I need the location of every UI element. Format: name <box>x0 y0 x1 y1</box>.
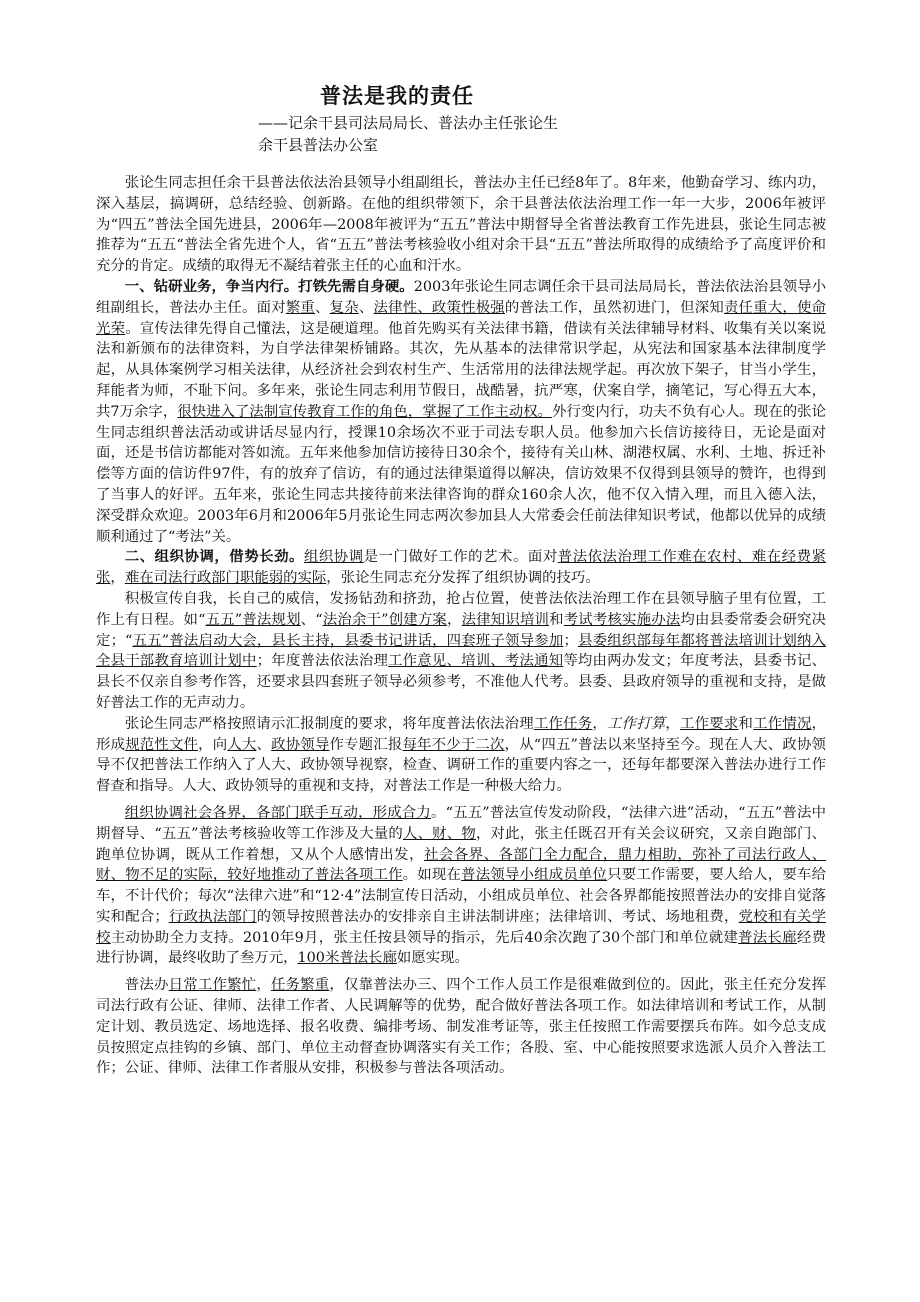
paragraph <box>96 975 826 1079</box>
text-run: ，向 <box>198 736 228 753</box>
underlined-text: 难在司法行政部门职能弱的实际 <box>124 570 327 587</box>
text-run: ，张论生同志充分发挥了组织协调的技巧。 <box>326 570 600 587</box>
text-run: ， <box>447 611 462 628</box>
underlined-text: 五五”普法规划 <box>205 611 301 628</box>
underlined-text: 考试考核实施办法 <box>563 611 681 628</box>
text-run: 。如现在 <box>402 867 462 884</box>
underlined-text: 社会各界、各部门全力配合，鼎力相助，弥补了司法行政人、财、物不足的实际，较好地推动了普法各项工作 <box>96 846 826 884</box>
underlined-text: 法治余干”创建方案 <box>322 611 448 628</box>
paragraph <box>96 173 826 277</box>
text-run: 。宣传法律先得自己懂法，这是硬道理。他首先购买有关法律书籍，借读有关法律辅导材料、收集有关以案说法和新颁布的法律资料，为自学法律架桥铺路。其次，先从基本的法律常识学起，从宪法和国家基本法律制度学起，从具体案例学习相关法律，从经济社会到农村生产、生活常用的法律法规学起。再次放下架子，甘当小学生，拜能者为师，不耻下问。多年来，张论生同志利用节假日，战酷暑，抗严寒，伏案自学，摘笔记，写心得五大本，共7万余字， <box>96 320 826 420</box>
text-run: ； <box>563 632 578 649</box>
text-run: 的领导按照普法办的安排亲自主讲法制讲座；法律培训、考试、场地租费， <box>256 908 739 925</box>
text-run: ， <box>592 715 607 732</box>
paragraph <box>96 277 826 547</box>
underlined-text: 规范性文件 <box>125 736 199 753</box>
underlined-text: 人大 <box>227 736 257 753</box>
section-heading: 一、钻研业务，争当内行。打铁先需自身硬。 <box>124 278 414 295</box>
underlined-text: 工作要求 <box>680 715 739 732</box>
text-run: ， <box>110 570 125 587</box>
text-run: ， <box>256 977 271 994</box>
underlined-text: 繁重 <box>285 299 316 316</box>
text-run: 均由县委常委会研究决定；“ <box>96 611 827 649</box>
paragraph <box>96 803 826 969</box>
text-run: 积极宣传自我，长自己的威信，发扬钻劲和挤劲，抢占位置，使普法依法治理工作在县领导脑子里有位置，工作上有日程。如“ <box>96 590 826 628</box>
underlined-text: 普法依法治理工作难在农村、难在经费紧张 <box>96 549 826 587</box>
document-body <box>96 173 826 1079</box>
text-run: ，形成 <box>96 715 826 753</box>
underlined-text: 责任重大，使命光荣 <box>96 299 826 337</box>
text-run: 普法办 <box>124 977 169 994</box>
text-run: ，对此，张主任既召开有关会议研究，又亲自跑部门、跑单位协调，既从工作着想，又从个人感情出发， <box>96 825 826 863</box>
underlined-text: 五五”普法启动大会，县长主持，县委书记讲话，四套班子领导参加 <box>132 632 564 649</box>
text-run: 的普法工作，虽然初进门，但深知 <box>504 299 724 316</box>
text-run: 经费进行协调，最终收助了叁万元， <box>96 929 826 967</box>
text-run: 张论生同志严格按照请示汇报制度的要求，将年度普法依法治理 <box>124 715 534 732</box>
underlined-text: 行政执法部门 <box>168 908 257 925</box>
underlined-text: 法律性、政策性极强 <box>373 299 505 316</box>
text-run: 是一门做好工作的艺术。面对 <box>363 549 558 566</box>
underlined-text: 组织协调社会各界，各部门联手互动，形成合力 <box>124 804 431 821</box>
document-subtitle: ——记余干县司法局局长、普法办主任张论生 <box>258 114 559 132</box>
text-run: 外行变内行，功夫不负有心人。现在的张论生同志组织普法活动或讲话尽显内行，授课10余场次不亚于司法专职人员。他参加六长信访接待日，无论是面对面，还是书信访都能对答如流。五年来他参加信访接待日30余个，接待有关山林、湖港权属、水利、土地、拆迁补偿等方面的信访件97件，有的放弃了信访，有的通过法律渠道得以解决，信访效果不仅得到县领导的赞许，也得到了当事人的好评。五年来，张论生同志共接待前来法律咨询的群众160余人次，他不仅入情入理，而且入德入法，深受群众欢迎。2003年6月和2006年5月张论生同志两次参加县人大常委会任前法律知识考试，他都以优异的成绩顺利通过了“考法”关。 <box>96 403 826 545</box>
paragraph <box>96 589 826 714</box>
text-run: 张论生同志担任余干县普法依法治县领导小组副组长，普法办主任已经8年了。8年来，他勤奋学习、练内功，深入基层，搞调研，总结经验、创新路。在他的组织带领下，余干县普法依法治理工作一年一大步，2006年被评为“四五”普法全国先进县，2006年—2008年被评为“五五”普法中期督导全省普法教育工作先进县，张论生同志被推荐为“五五“普法全省先进个人，省“五五”普法考核验收小组对余干县“五五”普法所取得的成绩给予了高度评价和充分的肯定。成绩的取得无不凝结着张主任的心血和汗水。 <box>96 175 826 275</box>
underlined-text: 很快进入了法制宣传教育工作的角色，掌握了工作主动权。 <box>177 403 553 420</box>
underlined-text: 100米普法长廊 <box>297 950 397 967</box>
text-run: ，仅靠普法办三、四个工作人员工作是很难做到位的。因此，张主任充分发挥司法行政有公证、律师、法律工作者、人民调解等的优势，配合做好普法各项工作。如法律培训和考试工作，从制定计划、教员选定、场地选择、报名收费、编排考场、制发准考证等，张主任按照工作需要摆兵布阵。如今总支成员按照定点挂钩的乡镇、部门、单位主动督查协调落实有关工作；各股、室、中心能按照要求选派人员介入普法工作；公证、律师、法律工作者服从安排，积极参与普法各项活动。 <box>96 977 826 1077</box>
text-run: 2003年张论生同志调任余干县司法局局长，普法依法治县领导小组副组长，普法办主任。面对 <box>96 278 826 316</box>
underlined-text: 法律知识培训 <box>461 611 550 628</box>
underlined-text: 任务繁重 <box>270 977 330 994</box>
text-run: 。“五五”普法宣传发动阶段，“法律六进”活动，“五五”普法中期督导、“五五”普法考核验收等工作涉及大量的 <box>96 804 826 842</box>
underlined-text: 政协领导 <box>271 736 330 753</box>
text-run: 如愿实现。 <box>396 950 469 967</box>
text-run: 、 <box>256 736 272 753</box>
underlined-text: 普法长廊 <box>738 929 797 946</box>
underlined-text: 党校和有关学校 <box>96 908 826 946</box>
underlined-text: 工作任务 <box>533 715 593 732</box>
document-organization: 余干县普法办公室 <box>258 136 379 154</box>
paragraph <box>96 714 826 797</box>
underlined-text: 人、财、物 <box>402 825 476 842</box>
text-run: 和 <box>738 715 754 732</box>
text-run: 等均由两办发文；年度考法，县委书记、县长不仅亲自参考作答，还要求县四套班子领导必须参考，不准他人代考。县委、县政府领导的重视和支持，是做好普法工作的无声动力。 <box>96 653 826 711</box>
underlined-text: 复杂 <box>329 299 359 316</box>
text-run: ；年度普法依法治理 <box>256 653 389 670</box>
underlined-text: 县委组织部每年都将普法培训计划纳入全县干部教育培训计划中 <box>96 632 827 670</box>
text-run: 和 <box>549 611 564 628</box>
text-run: 、“ <box>300 611 323 628</box>
text-run: 、 <box>315 299 330 316</box>
text-run: 作专题汇报 <box>329 736 403 753</box>
underlined-text: 工作情况 <box>753 715 812 732</box>
underlined-text: 组织协调 <box>303 549 364 566</box>
text-run: ，从“四五”普法以来坚持至今。现在人大、政协领导不仅把普法工作纳入了人大、政协领导视察，检查、调研工作的重要内容之一，还每年都要深入普法办进行工作督查和指导。人大、政协领导的重视和支持，对普法工作是一种极大给力。 <box>96 736 826 795</box>
text-run: 工作打算 <box>606 715 666 732</box>
document-title: 普法是我的责任 <box>320 84 474 108</box>
underlined-text: 日常工作繁忙 <box>168 977 257 994</box>
underlined-text: 普法领导小组成员单位 <box>461 867 608 884</box>
underlined-text: 每年不少于二次 <box>402 736 505 753</box>
text-run: ， <box>665 715 681 732</box>
underlined-text: 工作意见、培训、考法通知 <box>388 653 564 670</box>
text-run: 主动协助全力支持。2010年9月，张主任按县领导的指示，先后40余次跑了30个部门和单位就建 <box>110 929 739 946</box>
text-run: 、 <box>358 299 374 316</box>
section-heading: 二、组织协调，借势长劲。 <box>124 549 304 566</box>
text-run: 只要工作需要，要人给人，要车给车，不计代价；每次“法律六进”和“12·4”法制宣传日活动，小组成员单位、社会各界都能按照普法办的安排自觉落实和配合； <box>96 867 826 925</box>
paragraph <box>96 547 826 589</box>
